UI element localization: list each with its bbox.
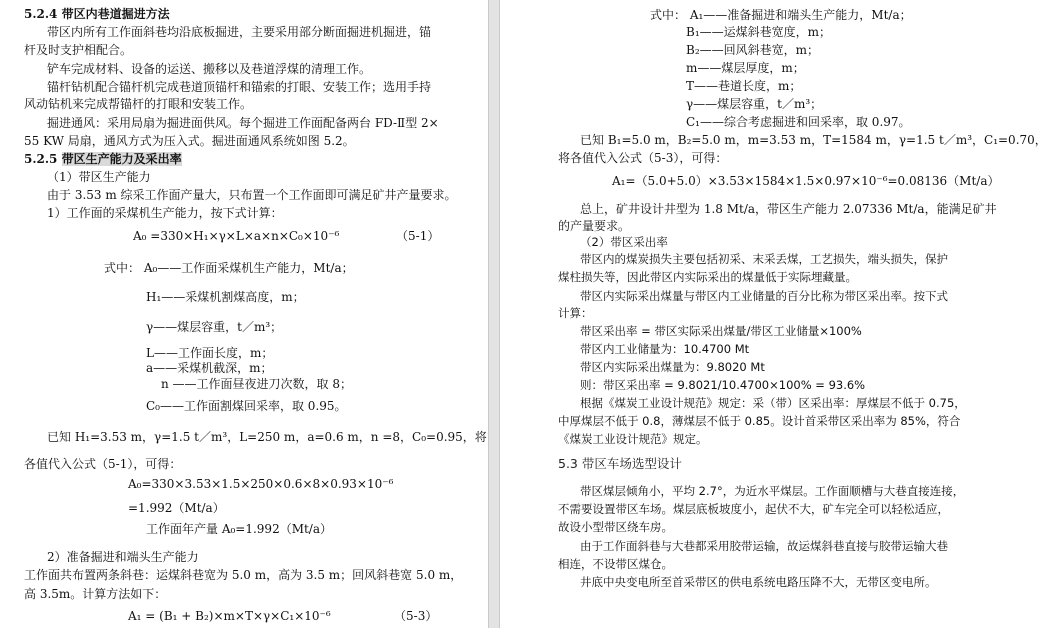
formula-5-1: A₀ =330×H₁×γ×L×a×n×C₀×10⁻⁶: [133, 229, 340, 243]
variable-definition: H₁——采煤机割煤高度，m；: [146, 290, 305, 304]
left-page: [0, 0, 488, 628]
formula-5-3: A₁ = (B₁ + B₂)×m×T×γ×C₁×10⁻⁶: [128, 609, 331, 623]
variable-definition: γ——煤层容重，t／m³；: [146, 320, 283, 334]
paragraph-line: 已知 B₁=5.0 m，B₂=5.0 m，m=3.53 m，T=1584 m，γ=1.5 t／m³，C₁=0.70，: [580, 133, 1047, 147]
paragraph-line: 由于工作面斜巷与大巷都采用胶带运输，故运煤斜巷直接与胶带运输大巷: [580, 539, 948, 553]
formula-number: （5-3）: [394, 609, 438, 623]
subsection-heading: （2）带区采出率: [580, 235, 668, 249]
paragraph-line: 带区内实际采出煤量与带区内工业储量的百分比称为带区采出率。按下式: [580, 289, 948, 303]
formula-line: 带区采出率 = 带区实际采出煤量/带区工业储量×100%: [580, 324, 862, 338]
section-heading-5-2-4: 5.2.4 带区内巷道掘进方法: [24, 7, 170, 21]
paragraph-line: 带区内工业储量为：10.4700 Mt: [580, 342, 750, 356]
paragraph-line: 风动钻机来完成帮锚杆的打眼和安装工作。: [24, 97, 253, 111]
section-heading-5-3: 5.3 带区车场选型设计: [558, 456, 682, 471]
subsection-heading: （1）带区生产能力: [47, 170, 151, 184]
paragraph-line: 总上，矿井设计井型为 1.8 Mt/a，带区生产能力 2.07336 Mt/a，能满足矿井: [580, 202, 997, 216]
paragraph-line: 煤柱损失等，因此带区内实际采出的煤量低于实际埋藏量。: [558, 270, 857, 284]
paragraph-line: 则：带区采出率 = 9.8021/10.4700×100% = 93.6%: [580, 378, 866, 392]
paragraph-line: 带区煤层倾角小，平均 2.7°，为近水平煤层。工作面顺槽与大巷直接连接，: [580, 484, 965, 498]
paragraph-line: 的产量要求。: [558, 219, 631, 233]
variable-definition: m——煤层厚度，m；: [686, 61, 805, 75]
calculation-line: A₁=（5.0+5.0）×3.53×1584×1.5×0.97×10⁻⁶=0.08136（Mt/a）: [612, 174, 1000, 188]
section-number: 5.2.5: [24, 152, 58, 166]
paragraph-line: 根据《煤炭工业设计规范》规定：采（带）区采出率：厚煤层不低于 0.75，: [580, 396, 966, 410]
paragraph-line: 工作面共布置两条斜巷：运煤斜巷宽为 5.0 m，高为 3.5 m；回风斜巷宽 5.0 m，: [24, 568, 463, 582]
paragraph-line: 55 KW 局扇，通风方式为压入式。掘进面通风系统如图 5.2。: [24, 134, 355, 148]
paragraph-line: 中厚煤层不低于 0.8，薄煤层不低于 0.85。设计首采带区采出率为 85%，符合: [558, 414, 961, 428]
paragraph-line: 铲车完成材料、设备的运送、搬移以及巷道浮煤的清理工作。: [47, 62, 372, 76]
calculation-line: A₀=330×3.53×1.5×250×0.6×8×0.93×10⁻⁶: [128, 477, 394, 491]
section-title-highlighted: 带区生产能力及采出率: [61, 152, 182, 166]
variable-definition: C₀——工作面割煤回采率，取 0.95。: [146, 399, 347, 413]
paragraph-line: 各值代入公式（5-1），可得：: [24, 457, 182, 471]
paragraph-line: 不需要设置带区车场。煤层底板坡度小，起伏不大，矿车完全可以轻松适应，: [558, 502, 949, 516]
paragraph-line: 故设小型带区绕车房。: [558, 520, 673, 534]
paragraph-line: 带区内所有工作面斜巷均沿底板掘进，主要采用部分断面掘进机掘进，锚: [47, 25, 432, 39]
subsection-heading: 2）准备掘进和端头生产能力: [47, 550, 199, 564]
paragraph-line: 高 3.5m。计算方法如下：: [24, 587, 167, 601]
variable-definition: γ——煤层容重，t／m³；: [686, 97, 823, 111]
variable-definition: a——采煤机截深，m；: [146, 361, 273, 375]
paragraph-line: 已知 H₁=3.53 m，γ=1.5 t／m³，L=250 m，a=0.6 m，n =8，C₀=0.95，将: [47, 430, 487, 444]
paragraph-line: 井底中央变电所至首采带区的供电系统电路压降不大，无带区变电所。: [580, 575, 937, 589]
paragraph-line: 相连，不设带区煤仓。: [558, 557, 673, 571]
paragraph-line: 将各值代入公式（5-3），可得：: [558, 151, 728, 165]
variable-definition: 式中： A₁——准备掘进和端头生产能力，Mt/a；: [650, 8, 912, 22]
paragraph-line: 带区内实际采出煤量为：9.8020 Mt: [580, 360, 765, 374]
paragraph-line: 由于 3.53 m 综采工作面产量大，只布置一个工作面即可满足矿井产量要求。: [47, 188, 457, 202]
page-gutter: [488, 0, 500, 628]
variable-definition: B₂——回风斜巷宽，m；: [686, 43, 820, 57]
variable-definition: C₁——综合考虑掘进和回采率，取 0.97。: [686, 115, 911, 129]
variable-definition: 式中： A₀——工作面采煤机生产能力，Mt/a；: [104, 261, 354, 275]
paragraph-line: 掘进通风：采用局扇为掘进面供风。每个掘进工作面配备两台 FD-Ⅱ型 2×: [47, 116, 439, 130]
paragraph-line: 锚杆钻机配合锚杆机完成巷道顶锚杆和锚索的打眼、安装工作；选用手持: [47, 80, 432, 94]
section-heading-5-2-5: [24, 152, 182, 167]
variable-definition: L——工作面长度，m；: [146, 346, 274, 360]
formula-number: （5-1）: [396, 229, 440, 243]
right-page: [500, 0, 1047, 628]
paragraph-line: 1）工作面的采煤机生产能力，按下式计算：: [47, 206, 283, 220]
calculation-summary: 工作面年产量 A₀=1.992（Mt/a）: [146, 522, 333, 536]
paragraph-line: 带区内的煤炭损失主要包括初采、末采丢煤，工艺损失，端头损失，保护: [580, 252, 948, 266]
paragraph-line: 计算：: [558, 306, 593, 320]
paragraph-line: 《煤炭工业设计规范》规定。: [558, 432, 708, 446]
paragraph-line: 杆及时支护相配合。: [24, 43, 133, 57]
variable-definition: B₁——运煤斜巷宽度，m；: [686, 25, 832, 39]
variable-definition: n ——工作面昼夜进刀次数，取 8；: [161, 377, 352, 391]
variable-definition: T——巷道长度，m；: [686, 79, 802, 93]
calculation-result: =1.992（Mt/a）: [128, 501, 225, 515]
